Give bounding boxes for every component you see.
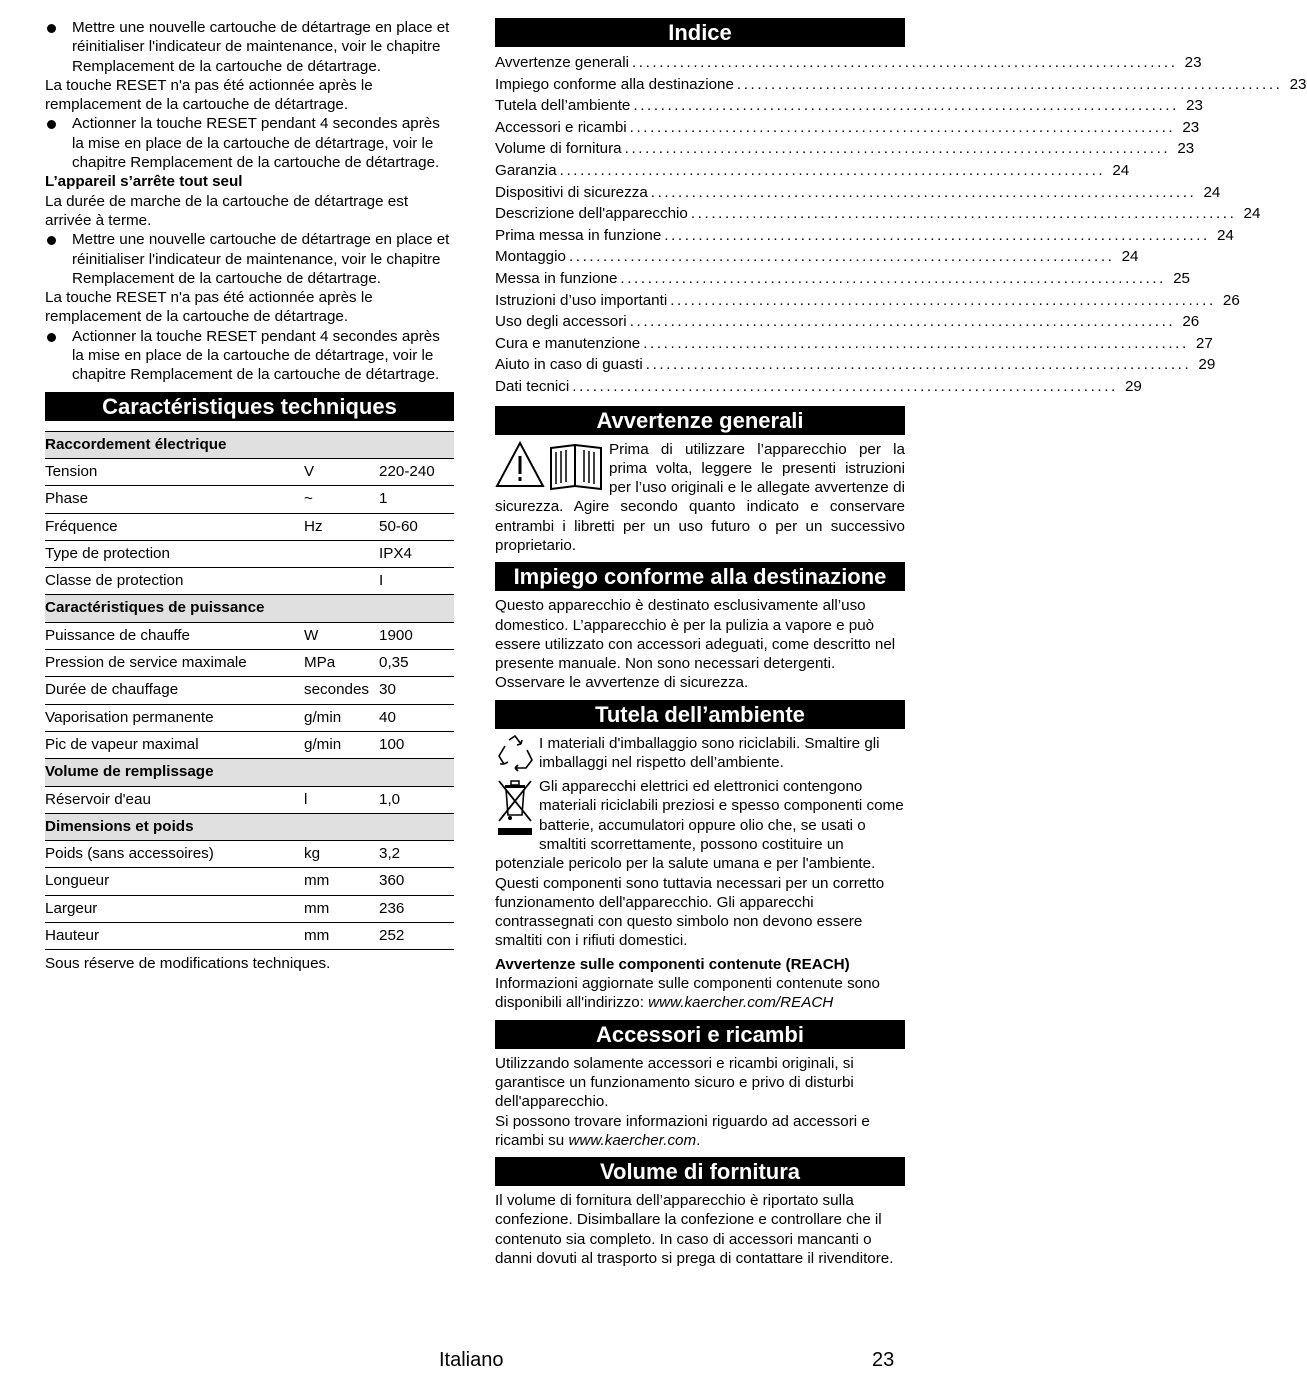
toc-entry-title: Messa in funzione bbox=[495, 269, 618, 287]
specs-group-label: Caractéristiques de puissance bbox=[45, 595, 454, 622]
toc-entry[interactable] bbox=[495, 52, 1202, 74]
toc-entry-title: Prima messa in funzione bbox=[495, 226, 662, 244]
scope-of-delivery-text: Il volume di fornitura dell’apparecchio è riportato sulla confezione. Disimballare la confezione e controllare che il contenuto sia completo. In caso di accessori mancanti o danni dovuti al trasporto si prega di contattare il rivenditore. bbox=[495, 1192, 894, 1267]
specs-value: 0,35 bbox=[379, 650, 454, 677]
specs-group-label: Volume de remplissage bbox=[45, 759, 454, 786]
specs-value: 360 bbox=[379, 868, 454, 895]
left-column bbox=[45, 18, 454, 974]
environment-electrical: Gli apparecchi elettrici ed elettronici contengono materiali riciclabili preziosi e spesso componenti come batterie, accumulatori oppure olio che, se usati o smaltiti scorrettamente, possono costituire un potenziale pericolo per la salute umana e per l'ambiente. Questi componenti sono tuttavia necessari per un corretto funzionamento dell'apparecchio. Gli apparecchi contrassegnati con questo simbolo non devono essere smaltiti con i rifiuti domestici. bbox=[495, 778, 904, 950]
toc-entry-title: Garanzia bbox=[495, 161, 557, 179]
specs-row bbox=[45, 868, 454, 895]
toc-entry[interactable] bbox=[495, 246, 1139, 268]
specs-row bbox=[45, 895, 454, 922]
specs-row bbox=[45, 568, 454, 595]
specs-row bbox=[45, 622, 454, 649]
toc-entry-page: 23 bbox=[1177, 140, 1195, 158]
bullet-icon bbox=[47, 333, 56, 342]
specs-value: 236 bbox=[379, 895, 454, 922]
specs-value: 40 bbox=[379, 704, 454, 731]
intended-use-text: Questo apparecchio è destinato esclusivamente all’uso domestico. L’apparecchio è per la pulizia a vapore e può essere utilizzato con accessori adeguati, come descritto nel presente manuale. Non sono necessari detergenti. Osservare le avvertenze di sicurezza. bbox=[495, 597, 896, 692]
kaercher-link[interactable]: www.kaercher.com bbox=[568, 1131, 697, 1149]
toc-entry[interactable] bbox=[495, 138, 1195, 160]
specs-label: Poids (sans accessoires) bbox=[45, 841, 304, 868]
bullet-item: Actionner la touche RESET pendant 4 secondes après la mise en place de la cartouche de détartrage, voir le chapitre Remplacement de la cartouche de détartrage. bbox=[45, 114, 454, 172]
toc-leader-dots: ................................................................................ bbox=[624, 140, 1171, 158]
toc-entry[interactable] bbox=[495, 160, 1130, 182]
toc-leader-dots: ................................................................................ bbox=[736, 75, 1283, 93]
section-title-scope-of-delivery: Volume di fornitura bbox=[495, 1157, 905, 1186]
specs-unit: mm bbox=[304, 922, 379, 949]
toc-leader-dots: ................................................................................ bbox=[650, 183, 1197, 201]
crossed-bin-icon bbox=[495, 777, 535, 844]
toc-entry[interactable] bbox=[495, 268, 1190, 290]
specs-unit: l bbox=[304, 786, 379, 813]
specs-group-row bbox=[45, 759, 454, 786]
toc-leader-dots: ................................................................................ bbox=[633, 97, 1179, 115]
specs-value: 50-60 bbox=[379, 513, 454, 540]
specs-row bbox=[45, 513, 454, 540]
specs-unit: mm bbox=[304, 868, 379, 895]
toc-entry-page: 25 bbox=[1173, 269, 1190, 287]
specs-unit: W bbox=[304, 622, 379, 649]
specs-group-row bbox=[45, 431, 454, 458]
specs-value: 100 bbox=[379, 731, 454, 758]
specs-unit: mm bbox=[304, 895, 379, 922]
specs-unit: g/min bbox=[304, 731, 379, 758]
bullet-item: Mettre une nouvelle cartouche de détartrage en place et réinitialiser l'indicateur de maintenance, voir le chapitre Remplacement de la cartouche de détartrage. bbox=[45, 230, 454, 288]
footer-page-number: 23 bbox=[872, 1349, 895, 1371]
accessories-text: Utilizzando solamente accessori e ricambi originali, si garantisce un funzionamento sicuro e privo di disturbi dell'apparecchio. bbox=[495, 1054, 854, 1111]
specs-label: Type de protection bbox=[45, 540, 304, 567]
warning-manual-icon bbox=[495, 440, 605, 495]
reach-link[interactable]: www.kaercher.com/REACH bbox=[648, 994, 834, 1012]
specs-unit: Hz bbox=[304, 513, 379, 540]
specs-value: 1 bbox=[379, 486, 454, 513]
specs-row bbox=[45, 540, 454, 567]
specs-label: Fréquence bbox=[45, 513, 304, 540]
toc-entry-page: 23 bbox=[1184, 54, 1202, 71]
toc-leader-dots: ................................................................................ bbox=[645, 356, 1192, 374]
paragraph: La touche RESET n'a pas été actionnée après le remplacement de la cartouche de détartrage. bbox=[45, 76, 373, 114]
toc-entry-title: Uso degli accessori bbox=[495, 313, 627, 331]
specs-unit: V bbox=[304, 458, 379, 485]
specs-table bbox=[45, 431, 454, 951]
toc-leader-dots: ................................................................................ bbox=[620, 269, 1166, 287]
bullet-icon bbox=[47, 24, 56, 33]
specs-label: Vaporisation permanente bbox=[45, 704, 304, 731]
specs-row bbox=[45, 786, 454, 813]
toc-entry[interactable] bbox=[495, 376, 1142, 398]
specs-row bbox=[45, 841, 454, 868]
toc-entry-page: 23 bbox=[1186, 97, 1203, 115]
specs-label: Largeur bbox=[45, 895, 304, 922]
specs-value: 1,0 bbox=[379, 786, 454, 813]
toc-entry-title: Tutela dell’ambiente bbox=[495, 97, 631, 115]
bullet-item: Actionner la touche RESET pendant 4 secondes après la mise en place de la cartouche de détartrage, voir le chapitre Remplacement de la cartouche de détartrage. bbox=[45, 327, 454, 385]
toc-leader-dots: ................................................................................ bbox=[670, 291, 1216, 309]
toc-entry[interactable] bbox=[495, 354, 1216, 376]
toc-entry-page: 26 bbox=[1182, 313, 1200, 331]
toc-entry-page: 24 bbox=[1216, 226, 1234, 244]
specs-group-label: Dimensions et poids bbox=[45, 813, 454, 840]
specs-unit: kg bbox=[304, 841, 379, 868]
toc-entry-title: Descrizione dell'apparecchio bbox=[495, 205, 688, 223]
specs-label: Réservoir d'eau bbox=[45, 786, 304, 813]
toc-entry-title: Aiuto in caso di guasti bbox=[495, 356, 643, 374]
toc-leader-dots: ................................................................................ bbox=[643, 334, 1189, 352]
specs-row bbox=[45, 704, 454, 731]
toc-entry[interactable] bbox=[495, 117, 1200, 139]
specs-value: 252 bbox=[379, 922, 454, 949]
toc-leader-dots: ................................................................................ bbox=[629, 118, 1176, 136]
toc-entry-page: 24 bbox=[1112, 161, 1130, 179]
toc-entry-title: Avvertenze generali bbox=[495, 54, 629, 71]
footer-language: Italiano bbox=[439, 1349, 504, 1371]
specs-label: Tension bbox=[45, 458, 304, 485]
specs-label: Puissance de chauffe bbox=[45, 622, 304, 649]
toc-entry-title: Montaggio bbox=[495, 248, 566, 266]
specs-label: Durée de chauffage bbox=[45, 677, 304, 704]
specs-value: 220-240 bbox=[379, 458, 454, 485]
specs-value: 3,2 bbox=[379, 841, 454, 868]
toc-entry[interactable] bbox=[495, 290, 1240, 312]
toc-entry-title: Impiego conforme alla destinazione bbox=[495, 75, 734, 93]
section-title-specs: Caractéristiques techniques bbox=[45, 392, 454, 421]
toc-leader-dots: ................................................................................ bbox=[631, 54, 1178, 71]
toc-leader-dots: ................................................................................ bbox=[690, 205, 1237, 223]
paragraph: La touche RESET n'a pas été actionnée après le remplacement de la cartouche de détartrage. bbox=[45, 289, 373, 326]
section-title-environment: Tutela dell’ambiente bbox=[495, 700, 905, 729]
bullet-icon bbox=[47, 120, 56, 129]
specs-unit: g/min bbox=[304, 704, 379, 731]
specs-group-row bbox=[45, 595, 454, 622]
recycling-icon bbox=[495, 734, 535, 777]
specs-label: Pic de vapeur maximal bbox=[45, 731, 304, 758]
environment-packaging: I materiali d'imballaggio sono riciclabili. Smaltire gli imballaggi nel rispetto dell’ambiente. bbox=[495, 734, 905, 773]
right-column bbox=[495, 18, 1307, 1268]
specs-row bbox=[45, 458, 454, 485]
section-title-toc: Indice bbox=[495, 18, 905, 47]
general-warnings: Prima di utilizzare l’apparecchio per la prima volta, leggere le presenti istruzioni per l’uso originali e le allegate avvertenze di sicurezza. Agire secondo quanto indicato e conservare entrambi i libretti per un uso futuro o per un successivo proprietario. bbox=[495, 440, 905, 554]
toc-entry[interactable] bbox=[495, 225, 1234, 247]
toc-entry-page: 29 bbox=[1124, 377, 1142, 395]
specs-value: IPX4 bbox=[379, 540, 454, 567]
specs-group-row bbox=[45, 813, 454, 840]
toc-entry[interactable] bbox=[495, 95, 1203, 117]
specs-row bbox=[45, 677, 454, 704]
specs-label: Hauteur bbox=[45, 922, 304, 949]
toc-leader-dots: ................................................................................ bbox=[629, 313, 1176, 331]
specs-group-label: Raccordement électrique bbox=[45, 431, 454, 458]
specs-value: I bbox=[379, 568, 454, 595]
toc-entry-title: Cura e manutenzione bbox=[495, 334, 641, 352]
section-title-general: Avvertenze generali bbox=[495, 406, 905, 435]
toc-entry-page: 24 bbox=[1243, 205, 1261, 223]
toc-entry[interactable] bbox=[495, 203, 1261, 225]
toc-entry-title: Istruzioni d’uso importanti bbox=[495, 291, 668, 309]
paragraph: La durée de marche de la cartouche de détartrage est arrivée à terme. bbox=[45, 192, 409, 229]
specs-unit bbox=[304, 568, 379, 595]
specs-note: Sous réserve de modifications techniques. bbox=[45, 955, 331, 973]
specs-unit: ~ bbox=[304, 486, 379, 513]
toc-entry[interactable] bbox=[495, 333, 1213, 355]
reach-heading: Avvertenze sulle componenti contenute (REACH) bbox=[495, 955, 850, 973]
toc-leader-dots: ................................................................................ bbox=[664, 226, 1210, 244]
toc-entry-page: 24 bbox=[1203, 183, 1221, 201]
table-of-contents bbox=[495, 52, 1307, 398]
toc-entry[interactable] bbox=[495, 74, 1307, 96]
toc-entry-page: 23 bbox=[1182, 118, 1200, 136]
specs-value: 1900 bbox=[379, 622, 454, 649]
toc-entry-title: Dati tecnici bbox=[495, 377, 570, 395]
toc-entry[interactable] bbox=[495, 182, 1221, 204]
subheading: L’appareil s’arrête tout seul bbox=[45, 173, 243, 191]
toc-entry-title: Volume di fornitura bbox=[495, 140, 622, 158]
toc-entry-title: Dispositivi di sicurezza bbox=[495, 183, 648, 201]
toc-entry-title: Accessori e ricambi bbox=[495, 118, 627, 136]
specs-label: Phase bbox=[45, 486, 304, 513]
toc-entry-page: 27 bbox=[1195, 334, 1213, 352]
specs-unit bbox=[304, 540, 379, 567]
toc-entry[interactable] bbox=[495, 311, 1200, 333]
toc-entry-page: 29 bbox=[1198, 356, 1216, 374]
toc-entry-page: 23 bbox=[1289, 75, 1307, 93]
bullet-item: Mettre une nouvelle cartouche de détartrage en place et réinitialiser l'indicateur de maintenance, voir le chapitre Remplacement de la cartouche de détartrage. bbox=[45, 18, 454, 76]
specs-row bbox=[45, 922, 454, 949]
toc-leader-dots: ................................................................................ bbox=[559, 161, 1106, 179]
specs-row bbox=[45, 650, 454, 677]
specs-label: Longueur bbox=[45, 868, 304, 895]
specs-row bbox=[45, 731, 454, 758]
specs-value: 30 bbox=[379, 677, 454, 704]
accessories-info: Si possono trovare informazioni riguardo ad accessori e ricambi su www.kaercher.com. bbox=[495, 1112, 870, 1149]
bullet-icon bbox=[47, 236, 56, 245]
toc-entry-page: 26 bbox=[1222, 291, 1240, 309]
specs-unit: MPa bbox=[304, 650, 379, 677]
toc-leader-dots: ................................................................................ bbox=[568, 248, 1115, 266]
reach-text: Informazioni aggiornate sulle componenti contenute sono disponibili all'indirizzo: www.kaercher.com/REACH bbox=[495, 975, 880, 1012]
specs-unit: secondes bbox=[304, 677, 379, 704]
specs-label: Pression de service maximale bbox=[45, 650, 304, 677]
specs-row bbox=[45, 486, 454, 513]
section-title-intended-use: Impiego conforme alla destinazione bbox=[495, 562, 905, 591]
toc-leader-dots: ................................................................................ bbox=[572, 377, 1118, 395]
toc-entry-page: 24 bbox=[1121, 248, 1139, 266]
specs-label: Classe de protection bbox=[45, 568, 304, 595]
section-title-accessories: Accessori e ricambi bbox=[495, 1020, 905, 1049]
